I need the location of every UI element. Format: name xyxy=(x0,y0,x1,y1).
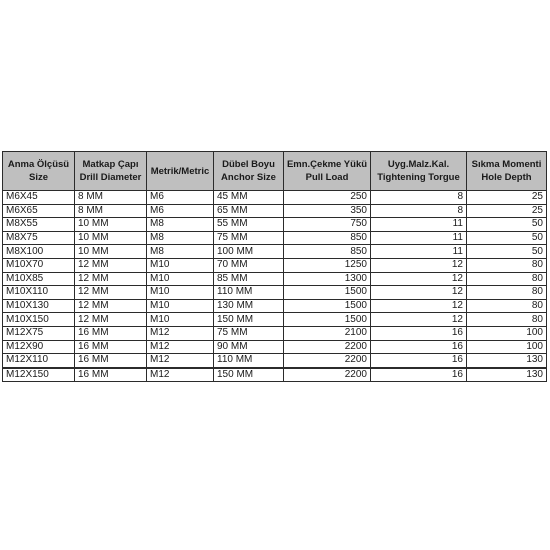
table-row xyxy=(3,326,547,340)
table-row xyxy=(3,272,547,286)
cell-hole-depth: 80 xyxy=(467,258,547,272)
cell-pull-load: 2200 xyxy=(284,368,371,382)
cell-pull-load: 1300 xyxy=(284,272,371,286)
cell-size: M6X45 xyxy=(3,191,75,205)
cell-drill-diameter: 8 MM xyxy=(75,191,147,205)
cell-drill-diameter: 16 MM xyxy=(75,354,147,368)
cell-drill-diameter: 16 MM xyxy=(75,368,147,382)
cell-pull-load: 1500 xyxy=(284,313,371,327)
table-row xyxy=(3,218,547,232)
cell-hole-depth: 25 xyxy=(467,191,547,205)
cell-size: M12X90 xyxy=(3,340,75,354)
cell-hole-depth: 80 xyxy=(467,299,547,313)
cell-tightening-torque: 11 xyxy=(371,218,467,232)
cell-hole-depth: 80 xyxy=(467,272,547,286)
cell-size: M10X150 xyxy=(3,313,75,327)
cell-size: M10X130 xyxy=(3,299,75,313)
cell-hole-depth: 130 xyxy=(467,354,547,368)
cell-tightening-torque: 16 xyxy=(371,340,467,354)
cell-anchor-size: 70 MM xyxy=(214,258,284,272)
cell-metric: M12 xyxy=(147,326,214,340)
cell-tightening-torque: 12 xyxy=(371,286,467,300)
cell-metric: M8 xyxy=(147,245,214,259)
cell-anchor-size: 45 MM xyxy=(214,191,284,205)
cell-drill-diameter: 8 MM xyxy=(75,204,147,218)
cell-anchor-size: 75 MM xyxy=(214,326,284,340)
cell-drill-diameter: 16 MM xyxy=(75,326,147,340)
cell-drill-diameter: 16 MM xyxy=(75,340,147,354)
spec-table-container xyxy=(2,151,546,382)
cell-hole-depth: 130 xyxy=(467,368,547,382)
cell-anchor-size: 55 MM xyxy=(214,218,284,232)
cell-anchor-size: 100 MM xyxy=(214,245,284,259)
cell-metric: M10 xyxy=(147,258,214,272)
cell-pull-load: 2200 xyxy=(284,340,371,354)
cell-size: M8X55 xyxy=(3,218,75,232)
cell-tightening-torque: 11 xyxy=(371,231,467,245)
cell-hole-depth: 50 xyxy=(467,245,547,259)
cell-metric: M12 xyxy=(147,340,214,354)
cell-tightening-torque: 16 xyxy=(371,326,467,340)
cell-pull-load: 2100 xyxy=(284,326,371,340)
cell-hole-depth: 50 xyxy=(467,218,547,232)
cell-pull-load: 1500 xyxy=(284,299,371,313)
cell-tightening-torque: 8 xyxy=(371,204,467,218)
cell-metric: M10 xyxy=(147,299,214,313)
cell-anchor-size: 75 MM xyxy=(214,231,284,245)
table-row xyxy=(3,368,547,382)
cell-size: M8X100 xyxy=(3,245,75,259)
cell-anchor-size: 150 MM xyxy=(214,368,284,382)
cell-tightening-torque: 11 xyxy=(371,245,467,259)
cell-pull-load: 850 xyxy=(284,245,371,259)
header-anchor-size: Dübel Boyu Anchor Size xyxy=(214,152,284,191)
header-metric: Metrik/Metric xyxy=(147,152,214,191)
cell-tightening-torque: 12 xyxy=(371,272,467,286)
cell-hole-depth: 50 xyxy=(467,231,547,245)
cell-hole-depth: 100 xyxy=(467,326,547,340)
cell-anchor-size: 150 MM xyxy=(214,313,284,327)
cell-metric: M10 xyxy=(147,286,214,300)
table-row xyxy=(3,299,547,313)
table-row xyxy=(3,258,547,272)
cell-metric: M12 xyxy=(147,368,214,382)
header-tightening-torque: Uyg.Malz.Kal. Tightening Torgue xyxy=(371,152,467,191)
cell-hole-depth: 25 xyxy=(467,204,547,218)
table-row xyxy=(3,191,547,205)
cell-pull-load: 750 xyxy=(284,218,371,232)
cell-anchor-size: 110 MM xyxy=(214,354,284,368)
cell-drill-diameter: 12 MM xyxy=(75,313,147,327)
cell-pull-load: 1250 xyxy=(284,258,371,272)
cell-tightening-torque: 12 xyxy=(371,258,467,272)
table-row xyxy=(3,340,547,354)
cell-anchor-size: 65 MM xyxy=(214,204,284,218)
cell-size: M12X110 xyxy=(3,354,75,368)
cell-metric: M6 xyxy=(147,191,214,205)
table-row xyxy=(3,245,547,259)
cell-drill-diameter: 10 MM xyxy=(75,218,147,232)
cell-tightening-torque: 12 xyxy=(371,313,467,327)
cell-size: M10X85 xyxy=(3,272,75,286)
table-row xyxy=(3,231,547,245)
cell-metric: M8 xyxy=(147,218,214,232)
cell-size: M10X70 xyxy=(3,258,75,272)
cell-size: M6X65 xyxy=(3,204,75,218)
cell-pull-load: 250 xyxy=(284,191,371,205)
cell-metric: M6 xyxy=(147,204,214,218)
cell-size: M10X110 xyxy=(3,286,75,300)
cell-hole-depth: 100 xyxy=(467,340,547,354)
header-hole-depth: Sıkma Momenti Hole Depth xyxy=(467,152,547,191)
cell-anchor-size: 130 MM xyxy=(214,299,284,313)
cell-tightening-torque: 16 xyxy=(371,368,467,382)
cell-drill-diameter: 10 MM xyxy=(75,245,147,259)
cell-drill-diameter: 12 MM xyxy=(75,272,147,286)
cell-size: M12X75 xyxy=(3,326,75,340)
table-row xyxy=(3,286,547,300)
cell-metric: M8 xyxy=(147,231,214,245)
cell-anchor-size: 90 MM xyxy=(214,340,284,354)
cell-hole-depth: 80 xyxy=(467,286,547,300)
cell-metric: M12 xyxy=(147,354,214,368)
cell-drill-diameter: 12 MM xyxy=(75,299,147,313)
cell-tightening-torque: 8 xyxy=(371,191,467,205)
cell-pull-load: 350 xyxy=(284,204,371,218)
header-pull-load: Emn.Çekme Yükü Pull Load xyxy=(284,152,371,191)
anchor-spec-table xyxy=(2,151,547,382)
cell-tightening-torque: 16 xyxy=(371,354,467,368)
header-size: Anma Ölçüsü Size xyxy=(3,152,75,191)
table-row xyxy=(3,204,547,218)
cell-drill-diameter: 12 MM xyxy=(75,258,147,272)
header-row xyxy=(3,152,547,191)
cell-anchor-size: 110 MM xyxy=(214,286,284,300)
cell-pull-load: 2200 xyxy=(284,354,371,368)
cell-drill-diameter: 12 MM xyxy=(75,286,147,300)
cell-metric: M10 xyxy=(147,272,214,286)
cell-tightening-torque: 12 xyxy=(371,299,467,313)
table-row xyxy=(3,313,547,327)
cell-pull-load: 1500 xyxy=(284,286,371,300)
cell-metric: M10 xyxy=(147,313,214,327)
cell-drill-diameter: 10 MM xyxy=(75,231,147,245)
header-drill-diameter: Matkap Çapı Drill Diameter xyxy=(75,152,147,191)
cell-pull-load: 850 xyxy=(284,231,371,245)
cell-anchor-size: 85 MM xyxy=(214,272,284,286)
cell-hole-depth: 80 xyxy=(467,313,547,327)
cell-size: M8X75 xyxy=(3,231,75,245)
table-row xyxy=(3,354,547,368)
cell-size: M12X150 xyxy=(3,368,75,382)
